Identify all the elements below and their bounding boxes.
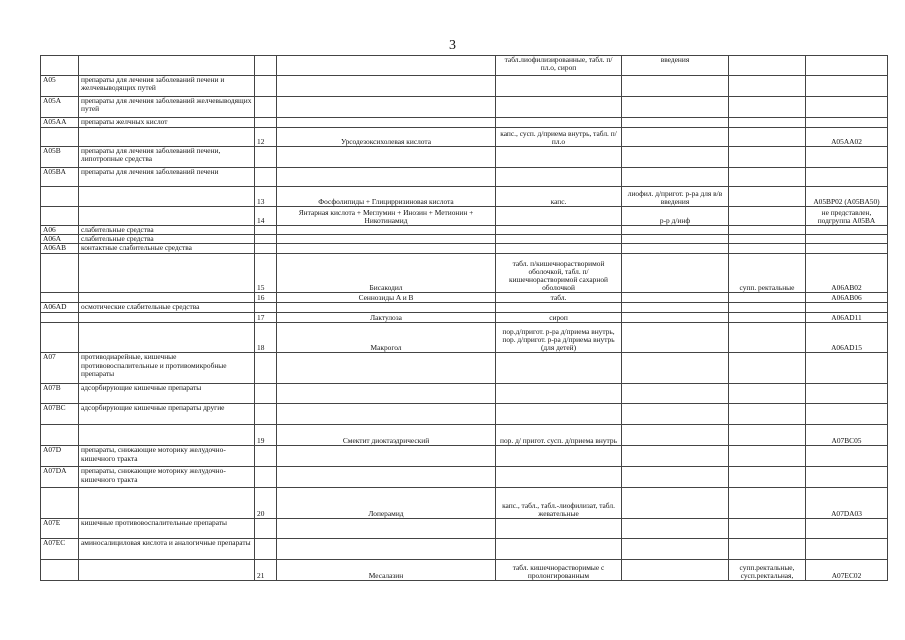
dosage-form-cell bbox=[496, 303, 622, 313]
atc-group-code-cell: A05BA bbox=[41, 168, 79, 187]
item-number-cell: 20 bbox=[255, 488, 277, 519]
atc-code-cell bbox=[806, 384, 888, 404]
group-name-cell bbox=[79, 254, 255, 293]
drug-name-cell bbox=[277, 446, 496, 467]
additional-form-cell bbox=[729, 404, 806, 425]
group-name-cell: слабительные средства bbox=[79, 235, 255, 244]
atc-code-cell bbox=[806, 467, 888, 488]
route-cell bbox=[622, 519, 729, 539]
drug-name-cell: Месалазин bbox=[277, 560, 496, 581]
route-cell bbox=[622, 293, 729, 303]
group-name-cell: аминосалициловая кислота и аналогичные препараты bbox=[79, 539, 255, 560]
drug-name-cell: Макрогол bbox=[277, 323, 496, 353]
drug-name-cell bbox=[277, 76, 496, 97]
atc-group-code-cell bbox=[41, 187, 79, 207]
group-name-cell bbox=[79, 56, 255, 76]
route-cell bbox=[622, 539, 729, 560]
dosage-form-cell: табл. п/кишечнорастворимой оболочкой, табл. п/кишечнорастворимой сахарной оболочкой bbox=[496, 254, 622, 293]
route-cell bbox=[622, 128, 729, 147]
atc-code-cell bbox=[806, 404, 888, 425]
table-row bbox=[41, 313, 888, 323]
table-row bbox=[41, 187, 888, 207]
additional-form-cell bbox=[729, 128, 806, 147]
additional-form-cell bbox=[729, 467, 806, 488]
group-name-cell bbox=[79, 323, 255, 353]
atc-code-cell bbox=[806, 56, 888, 76]
route-cell bbox=[622, 226, 729, 235]
additional-form-cell bbox=[729, 539, 806, 560]
additional-form-cell bbox=[729, 56, 806, 76]
item-number-cell bbox=[255, 226, 277, 235]
route-cell bbox=[622, 488, 729, 519]
item-number-cell bbox=[255, 519, 277, 539]
dosage-form-cell bbox=[496, 384, 622, 404]
item-number-cell: 13 bbox=[255, 187, 277, 207]
additional-form-cell bbox=[729, 293, 806, 303]
dosage-form-cell bbox=[496, 235, 622, 244]
table-row bbox=[41, 519, 888, 539]
additional-form-cell bbox=[729, 76, 806, 97]
group-name-cell bbox=[79, 560, 255, 581]
item-number-cell bbox=[255, 384, 277, 404]
table-row bbox=[41, 118, 888, 128]
drug-name-cell: Лоперамид bbox=[277, 488, 496, 519]
table-body bbox=[41, 56, 888, 581]
additional-form-cell bbox=[729, 235, 806, 244]
atc-group-code-cell: A07B bbox=[41, 384, 79, 404]
drug-name-cell bbox=[277, 384, 496, 404]
item-number-cell bbox=[255, 539, 277, 560]
item-number-cell bbox=[255, 147, 277, 168]
dosage-form-cell: пор. д/ пригот. сусп. д/приема внутрь bbox=[496, 425, 622, 446]
atc-code-cell: A07EC02 bbox=[806, 560, 888, 581]
atc-code-cell: не представлен, подгруппа A05BA bbox=[806, 207, 888, 226]
additional-form-cell: супп. ректальные bbox=[729, 254, 806, 293]
item-number-cell: 12 bbox=[255, 128, 277, 147]
item-number-cell: 19 bbox=[255, 425, 277, 446]
atc-group-code-cell bbox=[41, 425, 79, 446]
drug-name-cell bbox=[277, 147, 496, 168]
table-row bbox=[41, 425, 888, 446]
atc-group-code-cell bbox=[41, 560, 79, 581]
atc-code-cell bbox=[806, 446, 888, 467]
table-row bbox=[41, 235, 888, 244]
group-name-cell: препараты для лечения заболеваний желчевыводящих путей bbox=[79, 97, 255, 118]
item-number-cell: 18 bbox=[255, 323, 277, 353]
atc-group-code-cell: A05B bbox=[41, 147, 79, 168]
dosage-form-cell bbox=[496, 539, 622, 560]
route-cell bbox=[622, 118, 729, 128]
group-name-cell bbox=[79, 425, 255, 446]
item-number-cell bbox=[255, 446, 277, 467]
additional-form-cell bbox=[729, 313, 806, 323]
item-number-cell bbox=[255, 97, 277, 118]
dosage-form-cell: капс. bbox=[496, 187, 622, 207]
additional-form-cell bbox=[729, 207, 806, 226]
dosage-form-cell bbox=[496, 404, 622, 425]
additional-form-cell bbox=[729, 446, 806, 467]
atc-code-cell bbox=[806, 97, 888, 118]
item-number-cell bbox=[255, 303, 277, 313]
route-cell bbox=[622, 323, 729, 353]
dosage-form-cell: табл.лиофилизированные, табл. п/пл.о, сироп bbox=[496, 56, 622, 76]
dosage-form-cell bbox=[496, 168, 622, 187]
table-row bbox=[41, 303, 888, 313]
drug-name-cell bbox=[277, 56, 496, 76]
dosage-form-cell bbox=[496, 97, 622, 118]
atc-group-code-cell bbox=[41, 56, 79, 76]
additional-form-cell bbox=[729, 168, 806, 187]
additional-form-cell bbox=[729, 147, 806, 168]
atc-group-code-cell: A07E bbox=[41, 519, 79, 539]
atc-group-code-cell: A06AB bbox=[41, 244, 79, 254]
table-row bbox=[41, 56, 888, 76]
atc-group-code-cell: A06A bbox=[41, 235, 79, 244]
table-row bbox=[41, 539, 888, 560]
atc-code-cell bbox=[806, 118, 888, 128]
atc-code-cell bbox=[806, 226, 888, 235]
group-name-cell: слабительные средства bbox=[79, 226, 255, 235]
item-number-cell: 16 bbox=[255, 293, 277, 303]
dosage-form-cell bbox=[496, 207, 622, 226]
atc-group-code-cell bbox=[41, 207, 79, 226]
atc-group-code-cell bbox=[41, 488, 79, 519]
drug-name-cell: Урсодезоксихолевая кислота bbox=[277, 128, 496, 147]
group-name-cell bbox=[79, 313, 255, 323]
group-name-cell: адсорбирующие кишечные препараты bbox=[79, 384, 255, 404]
atc-group-code-cell bbox=[41, 313, 79, 323]
additional-form-cell bbox=[729, 425, 806, 446]
item-number-cell bbox=[255, 404, 277, 425]
atc-code-cell: A06AB06 bbox=[806, 293, 888, 303]
dosage-form-cell bbox=[496, 519, 622, 539]
route-cell bbox=[622, 404, 729, 425]
additional-form-cell bbox=[729, 244, 806, 254]
atc-group-code-cell: A05AA bbox=[41, 118, 79, 128]
drug-name-cell bbox=[277, 118, 496, 128]
route-cell: р-р д/инф bbox=[622, 207, 729, 226]
route-cell bbox=[622, 235, 729, 244]
group-name-cell: адсорбирующие кишечные препараты другие bbox=[79, 404, 255, 425]
table-row bbox=[41, 254, 888, 293]
route-cell bbox=[622, 244, 729, 254]
dosage-form-cell bbox=[496, 226, 622, 235]
atc-code-cell: A06AD15 bbox=[806, 323, 888, 353]
drug-name-cell: Янтарная кислота + Меглумин + Инозин + Метионин + Никотинамид bbox=[277, 207, 496, 226]
drug-name-cell bbox=[277, 303, 496, 313]
item-number-cell bbox=[255, 56, 277, 76]
item-number-cell bbox=[255, 467, 277, 488]
additional-form-cell bbox=[729, 187, 806, 207]
table-row bbox=[41, 446, 888, 467]
atc-group-code-cell bbox=[41, 323, 79, 353]
drug-name-cell bbox=[277, 168, 496, 187]
atc-group-code-cell: A07DA bbox=[41, 467, 79, 488]
group-name-cell: кишечные противовоспалительные препараты bbox=[79, 519, 255, 539]
route-cell bbox=[622, 560, 729, 581]
table-row bbox=[41, 226, 888, 235]
table-row bbox=[41, 207, 888, 226]
additional-form-cell: супп.ректальные, сусп.ректальная, bbox=[729, 560, 806, 581]
route-cell: введения bbox=[622, 56, 729, 76]
group-name-cell: препараты для лечения заболеваний печени и желчевыводящих путей bbox=[79, 76, 255, 97]
dosage-form-cell: сироп bbox=[496, 313, 622, 323]
atc-group-code-cell: A07BC bbox=[41, 404, 79, 425]
additional-form-cell bbox=[729, 519, 806, 539]
route-cell bbox=[622, 313, 729, 323]
group-name-cell: препараты желчных кислот bbox=[79, 118, 255, 128]
table-row bbox=[41, 168, 888, 187]
atc-code-cell bbox=[806, 519, 888, 539]
group-name-cell bbox=[79, 187, 255, 207]
group-name-cell: препараты для лечения заболеваний печени bbox=[79, 168, 255, 187]
item-number-cell bbox=[255, 235, 277, 244]
table-row bbox=[41, 76, 888, 97]
additional-form-cell bbox=[729, 384, 806, 404]
group-name-cell: препараты для лечения заболеваний печени, липотропные средства bbox=[79, 147, 255, 168]
additional-form-cell bbox=[729, 488, 806, 519]
group-name-cell: препараты, снижающие моторику желудочно-кишечного тракта bbox=[79, 446, 255, 467]
route-cell bbox=[622, 254, 729, 293]
atc-code-cell: A06AB02 bbox=[806, 254, 888, 293]
table-row bbox=[41, 147, 888, 168]
atc-group-code-cell: A07EC bbox=[41, 539, 79, 560]
group-name-cell bbox=[79, 128, 255, 147]
item-number-cell: 21 bbox=[255, 560, 277, 581]
item-number-cell bbox=[255, 244, 277, 254]
item-number-cell: 14 bbox=[255, 207, 277, 226]
atc-group-code-cell: A06 bbox=[41, 226, 79, 235]
drug-name-cell bbox=[277, 353, 496, 384]
table-row bbox=[41, 404, 888, 425]
table-row bbox=[41, 467, 888, 488]
group-name-cell: осмотические слабительные средства bbox=[79, 303, 255, 313]
route-cell bbox=[622, 353, 729, 384]
route-cell bbox=[622, 425, 729, 446]
atc-code-cell bbox=[806, 168, 888, 187]
drug-name-cell bbox=[277, 235, 496, 244]
route-cell bbox=[622, 147, 729, 168]
route-cell bbox=[622, 168, 729, 187]
route-cell bbox=[622, 467, 729, 488]
atc-code-cell bbox=[806, 303, 888, 313]
drug-name-cell bbox=[277, 97, 496, 118]
route-cell: лиофил. д/пригот. р-ра для в/в введения bbox=[622, 187, 729, 207]
route-cell bbox=[622, 97, 729, 118]
item-number-cell: 15 bbox=[255, 254, 277, 293]
item-number-cell bbox=[255, 76, 277, 97]
drug-name-cell: Фосфолипиды + Глицирризиновая кислота bbox=[277, 187, 496, 207]
atc-code-cell bbox=[806, 539, 888, 560]
atc-group-code-cell: A05A bbox=[41, 97, 79, 118]
table-row bbox=[41, 293, 888, 303]
route-cell bbox=[622, 384, 729, 404]
additional-form-cell bbox=[729, 323, 806, 353]
table-row bbox=[41, 128, 888, 147]
group-name-cell: контактные слабительные средства bbox=[79, 244, 255, 254]
atc-code-cell bbox=[806, 244, 888, 254]
group-name-cell bbox=[79, 293, 255, 303]
route-cell bbox=[622, 76, 729, 97]
item-number-cell bbox=[255, 353, 277, 384]
additional-form-cell bbox=[729, 303, 806, 313]
table-row bbox=[41, 384, 888, 404]
dosage-form-cell bbox=[496, 147, 622, 168]
atc-code-cell: A07BC05 bbox=[806, 425, 888, 446]
drug-name-cell bbox=[277, 467, 496, 488]
group-name-cell bbox=[79, 207, 255, 226]
dosage-form-cell: табл. кишечнорастворимые с пролонгированным bbox=[496, 560, 622, 581]
dosage-form-cell bbox=[496, 76, 622, 97]
table-row bbox=[41, 353, 888, 384]
atc-group-code-cell bbox=[41, 254, 79, 293]
table-row bbox=[41, 97, 888, 118]
table-row bbox=[41, 323, 888, 353]
additional-form-cell bbox=[729, 118, 806, 128]
atc-code-cell bbox=[806, 147, 888, 168]
drug-name-cell: Смектит диоктаэдрический bbox=[277, 425, 496, 446]
additional-form-cell bbox=[729, 226, 806, 235]
additional-form-cell bbox=[729, 97, 806, 118]
atc-code-cell: A07DA03 bbox=[806, 488, 888, 519]
dosage-form-cell: пор.д/пригот. р-ра д/приема внутрь, пор. д/пригот. р-ра д/приема внутрь (для детей) bbox=[496, 323, 622, 353]
dosage-form-cell bbox=[496, 467, 622, 488]
group-name-cell: противодиарейные, кишечные противовоспалительные и противомикробные препараты bbox=[79, 353, 255, 384]
dosage-form-cell bbox=[496, 118, 622, 128]
atc-group-code-cell bbox=[41, 293, 79, 303]
group-name-cell: препараты, снижающие моторику желудочно-кишечного тракта bbox=[79, 467, 255, 488]
drug-name-cell: Лактулоза bbox=[277, 313, 496, 323]
atc-code-cell: A05BP02 (A05BA50) bbox=[806, 187, 888, 207]
dosage-form-cell: капс., сусп. д/приема внутрь, табл. п/пл.о bbox=[496, 128, 622, 147]
atc-group-code-cell: A05 bbox=[41, 76, 79, 97]
additional-form-cell bbox=[729, 353, 806, 384]
atc-group-code-cell: A06AD bbox=[41, 303, 79, 313]
atc-group-code-cell: A07D bbox=[41, 446, 79, 467]
table-row bbox=[41, 488, 888, 519]
atc-group-code-cell bbox=[41, 128, 79, 147]
route-cell bbox=[622, 446, 729, 467]
dosage-form-cell bbox=[496, 446, 622, 467]
drug-name-cell: Бисакодил bbox=[277, 254, 496, 293]
atc-code-cell bbox=[806, 353, 888, 384]
drug-name-cell bbox=[277, 244, 496, 254]
drug-name-cell bbox=[277, 404, 496, 425]
item-number-cell bbox=[255, 118, 277, 128]
drug-name-cell bbox=[277, 539, 496, 560]
drug-name-cell bbox=[277, 519, 496, 539]
atc-code-cell bbox=[806, 235, 888, 244]
atc-code-cell: A05AA02 bbox=[806, 128, 888, 147]
item-number-cell bbox=[255, 168, 277, 187]
atc-code-cell: A06AD11 bbox=[806, 313, 888, 323]
item-number-cell: 17 bbox=[255, 313, 277, 323]
page-number: 3 bbox=[449, 38, 456, 53]
atc-code-cell bbox=[806, 76, 888, 97]
dosage-form-cell: капс., табл., табл.-лиофилизат, табл. жевательные bbox=[496, 488, 622, 519]
atc-group-code-cell: A07 bbox=[41, 353, 79, 384]
table-row bbox=[41, 244, 888, 254]
group-name-cell bbox=[79, 488, 255, 519]
route-cell bbox=[622, 303, 729, 313]
dosage-form-cell bbox=[496, 353, 622, 384]
dosage-form-cell: табл. bbox=[496, 293, 622, 303]
drug-name-cell: Сеннозиды A и B bbox=[277, 293, 496, 303]
drug-name-cell bbox=[277, 226, 496, 235]
table-row bbox=[41, 560, 888, 581]
medication-table bbox=[40, 55, 888, 581]
dosage-form-cell bbox=[496, 244, 622, 254]
